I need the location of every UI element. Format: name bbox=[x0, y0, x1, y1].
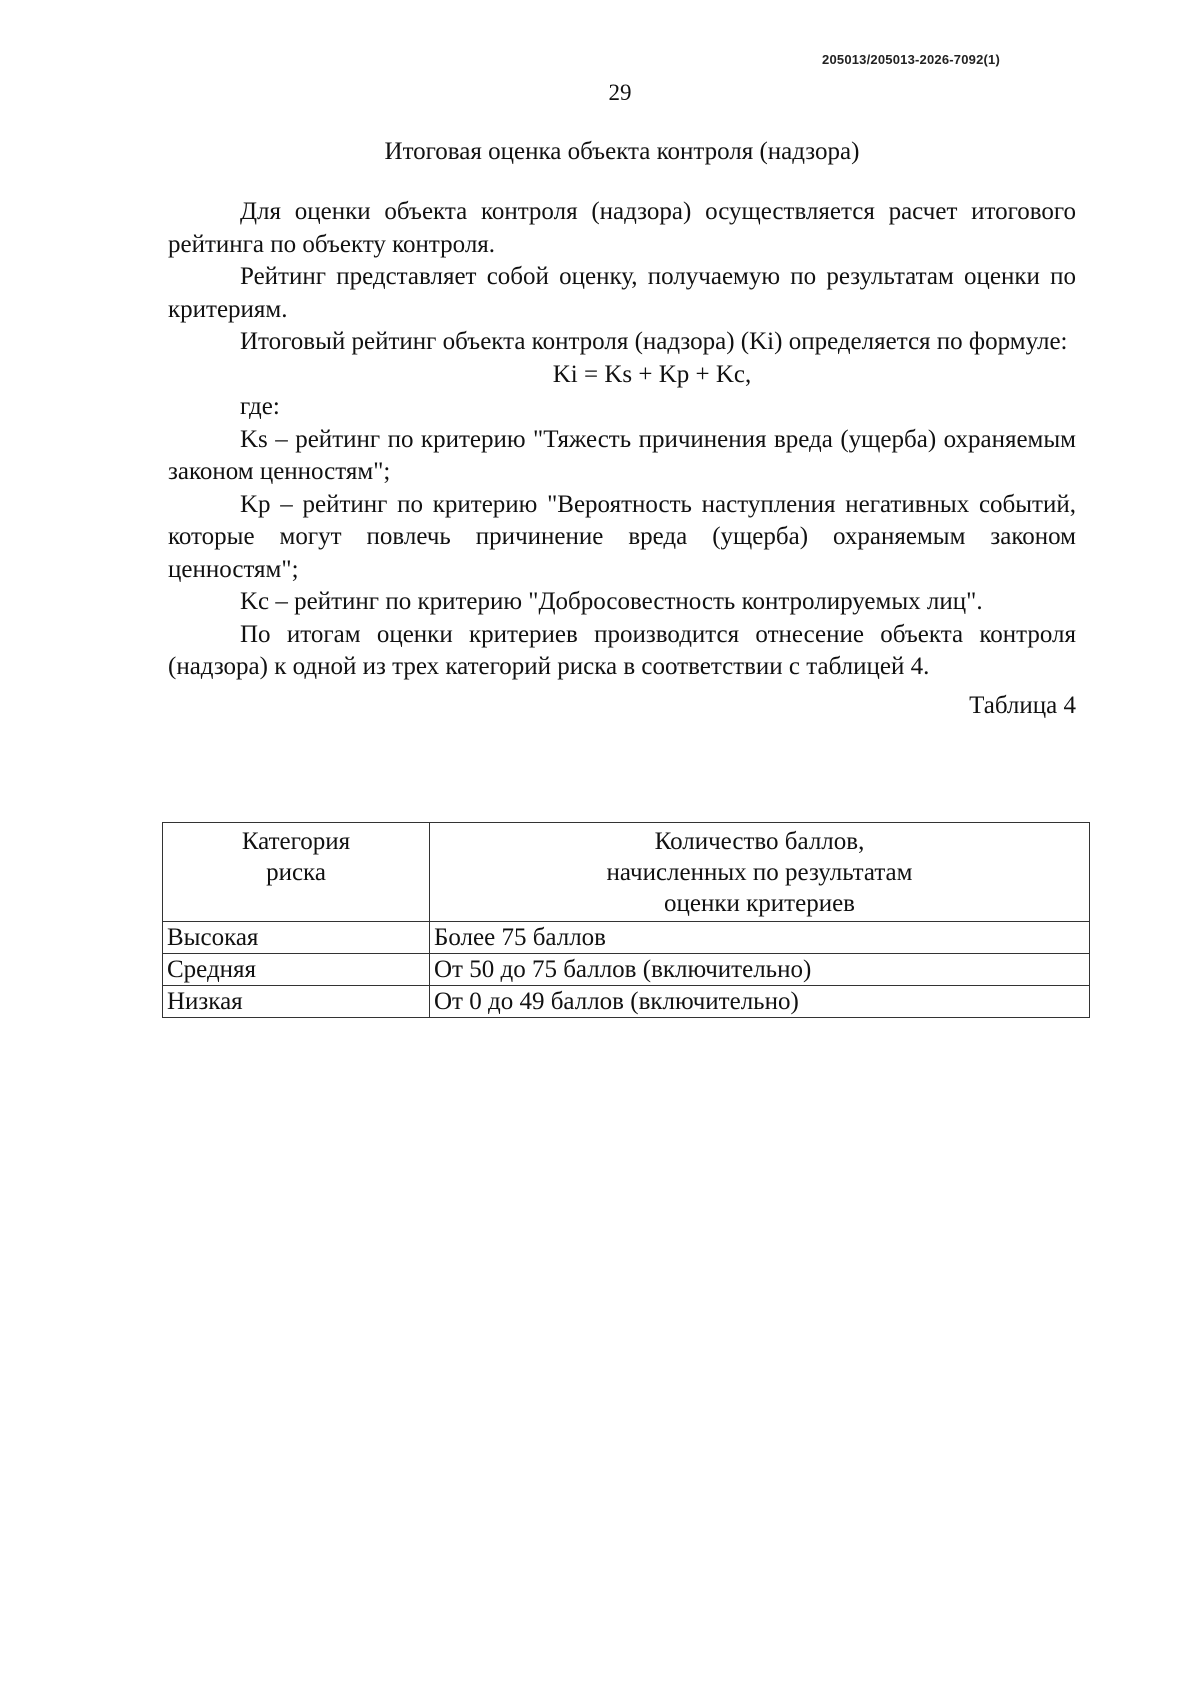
cell-category: Средняя bbox=[163, 954, 430, 986]
cell-points: От 50 до 75 баллов (включительно) bbox=[430, 954, 1090, 986]
header-text: оценки критериев bbox=[664, 890, 855, 917]
paragraph-rating-definition: Рейтинг представляет собой оценку, получаемую по результатам оценки по критериям. bbox=[168, 263, 1076, 323]
table-header-row bbox=[163, 823, 1090, 922]
definition-ks: Ks – рейтинг по критерию "Тяжесть причинения вреда (ущерба) охраняемым законом ценностям"; bbox=[168, 425, 1076, 485]
definition-kp: Kp – рейтинг по критерию "Вероятность наступления негативных событий, которые могут повлечь причинение вреда (ущерба) охраняемым законом ценностям"; bbox=[168, 490, 1076, 583]
formula: Ki = Ks + Kp + Kc, bbox=[552, 360, 752, 388]
cell-category: Высокая bbox=[163, 922, 430, 954]
risk-category-table bbox=[162, 822, 1090, 1018]
table-row bbox=[163, 986, 1090, 1018]
table-caption: Таблица 4 bbox=[969, 691, 1076, 719]
header-points bbox=[430, 823, 1090, 922]
document-id: 205013/205013-2026-7092(1) bbox=[822, 52, 1000, 67]
header-text: начисленных по результатам bbox=[606, 859, 913, 886]
header-text: Количество баллов, bbox=[654, 828, 865, 855]
paragraph-rating-calculation: Для оценки объекта контроля (надзора) осуществляется расчет итогового рейтинга по объекту контроля. bbox=[168, 198, 1076, 258]
table-row bbox=[163, 954, 1090, 986]
cell-category: Низкая bbox=[163, 986, 430, 1018]
header-text: Категория bbox=[241, 828, 351, 855]
paragraph-formula-intro: Итоговый рейтинг объекта контроля (надзора) (Ki) определяется по формуле: bbox=[240, 328, 1068, 355]
cell-points: От 0 до 49 баллов (включительно) bbox=[430, 986, 1090, 1018]
body-text bbox=[168, 196, 1076, 722]
table-row bbox=[163, 922, 1090, 954]
cell-points: Более 75 баллов bbox=[430, 922, 1090, 954]
header-text: риска bbox=[266, 859, 326, 886]
section-title: Итоговая оценка объекта контроля (надзора) bbox=[384, 138, 860, 165]
paragraph-where: где: bbox=[240, 393, 280, 420]
definition-kc: Kc – рейтинг по критерию "Добросовестность контролируемых лиц". bbox=[240, 588, 983, 615]
page-number: 29 bbox=[608, 80, 632, 105]
header-risk-category bbox=[163, 823, 430, 922]
paragraph-risk-categories: По итогам оценки критериев производится отнесение объекта контроля (надзора) к одной из трех категорий риска в соответствии с таблицей 4. bbox=[168, 620, 1076, 680]
